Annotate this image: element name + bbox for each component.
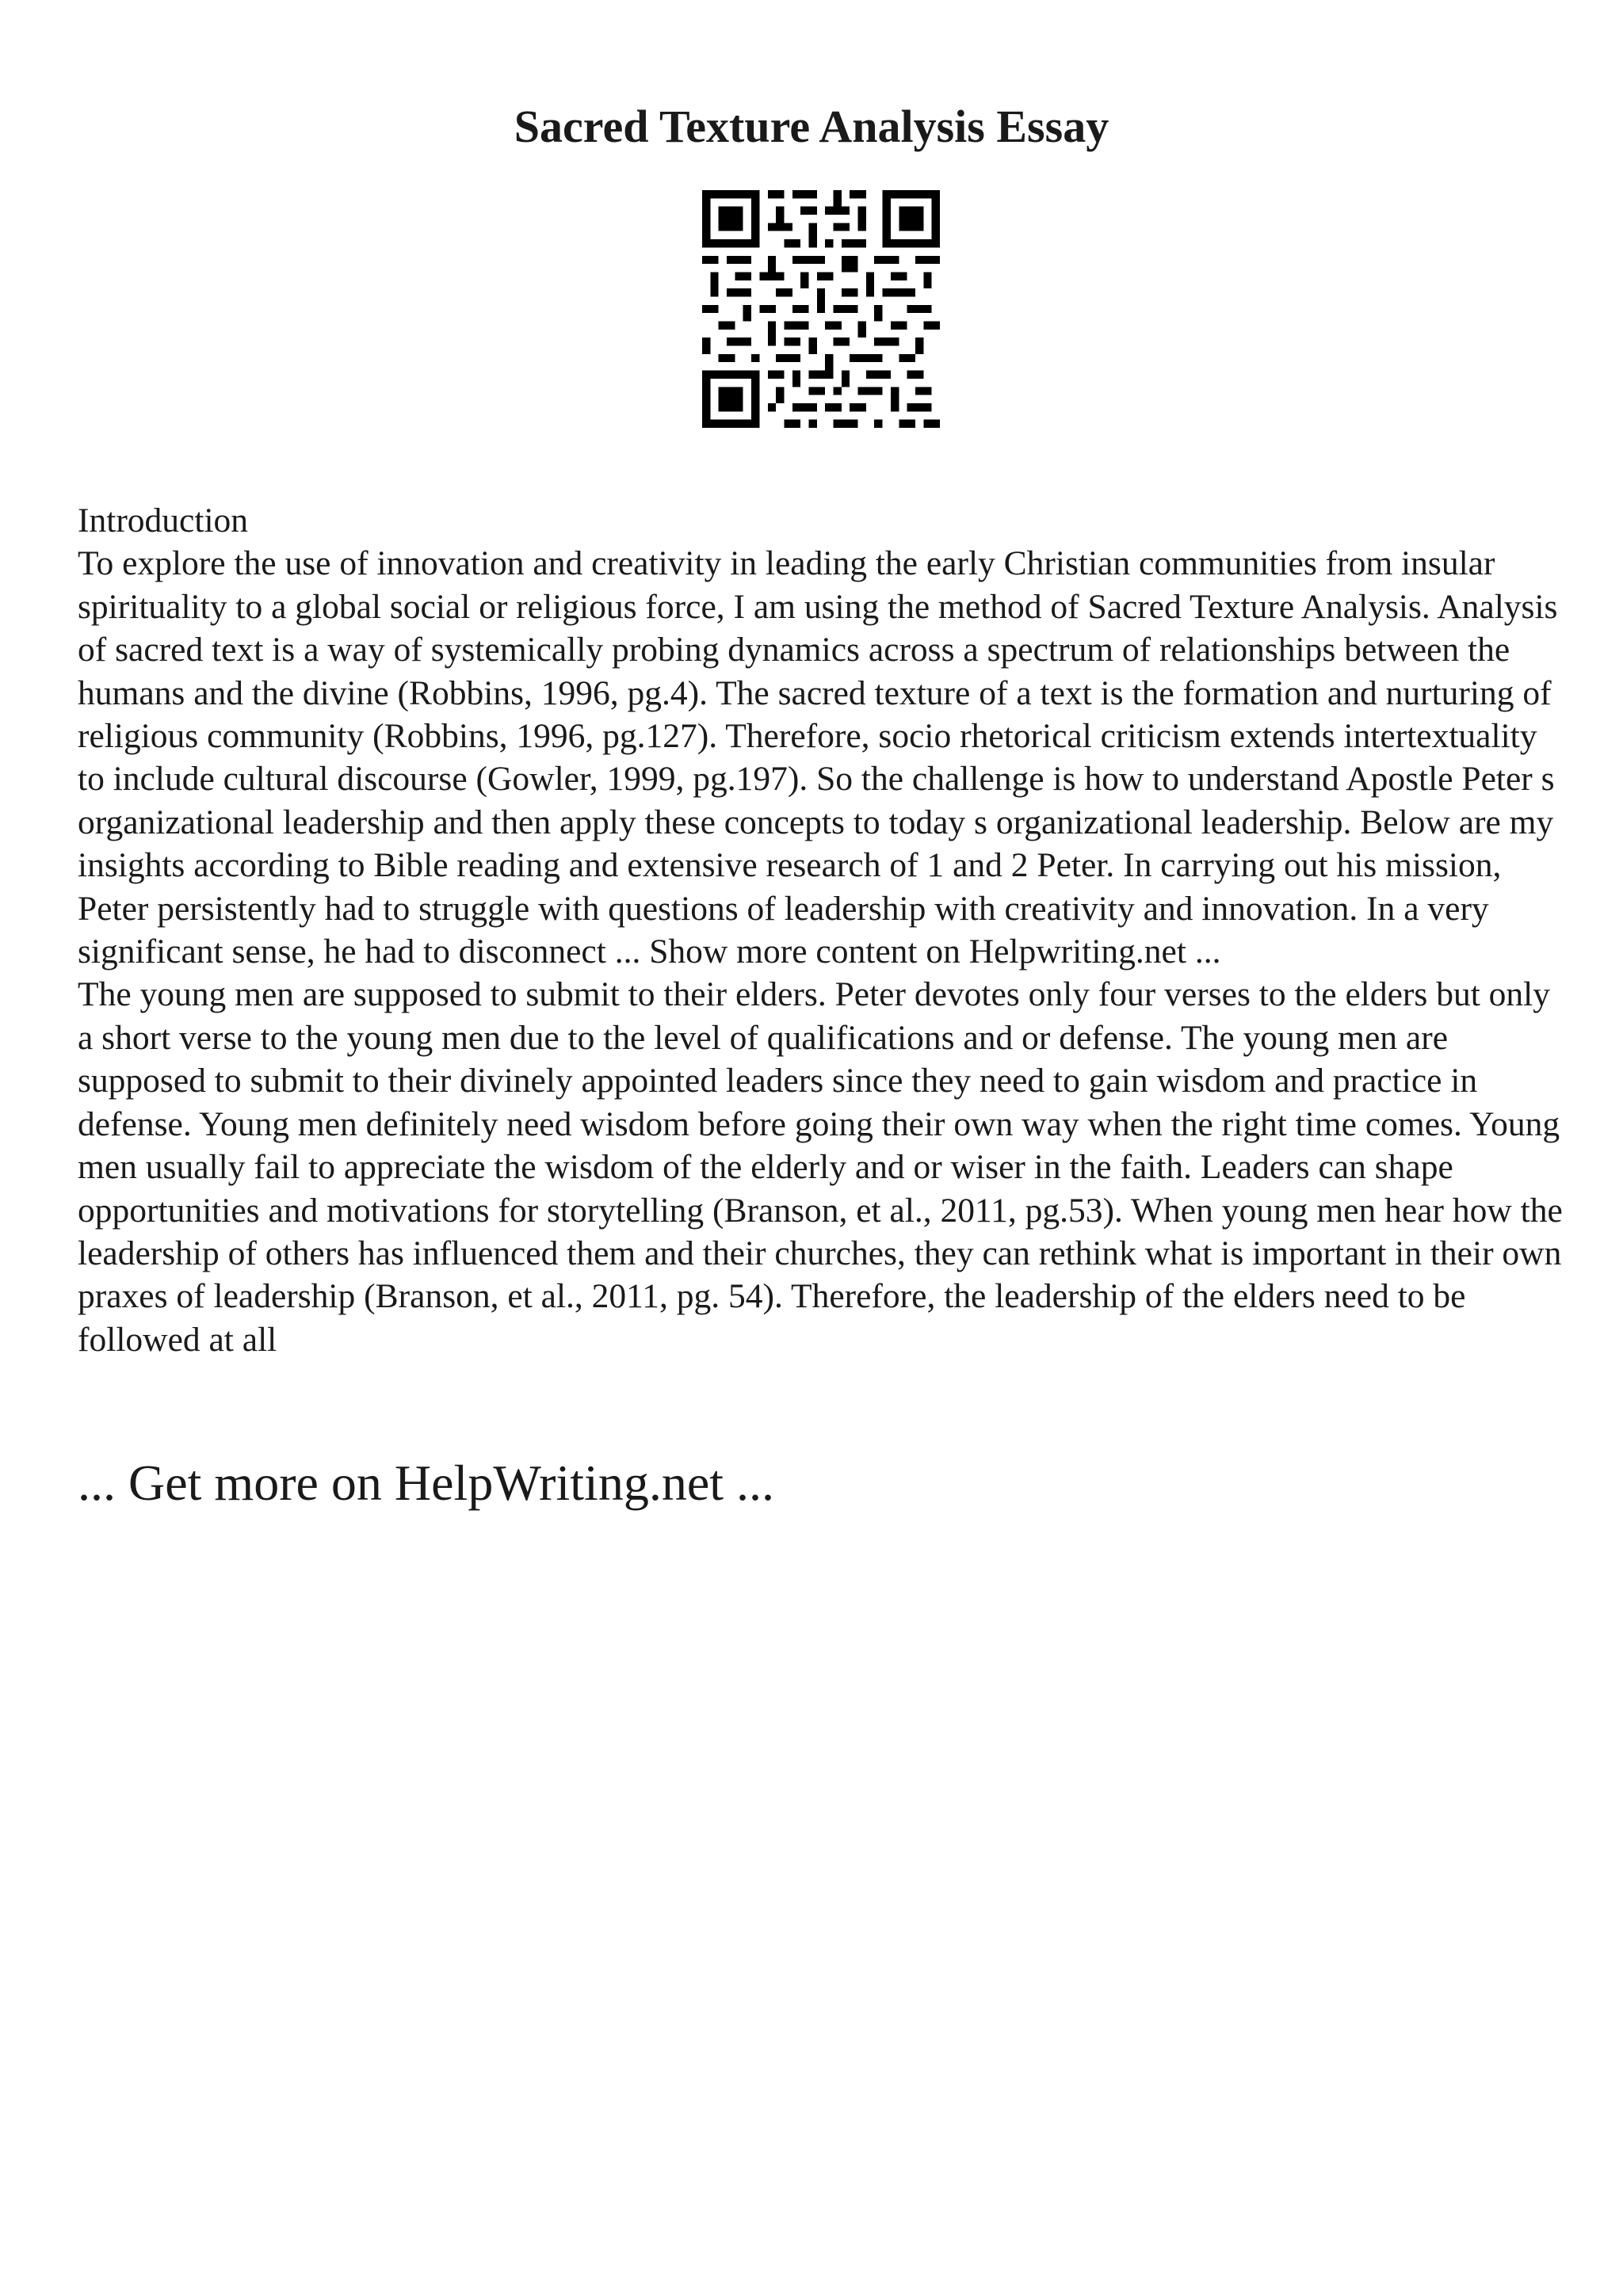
page-title: Sacred Texture Analysis Essay [514,101,1109,152]
paragraph-intro: To explore the use of innovation and creativity in leading the early Christian communities from insular spirituality to a global social or religious force, I am using the method of Sacred Texture Analysis. Analysis of sacred text is a way of systemically probing dynamics across a spectrum of relationships between the humans and the divine (Robbins, 1996, pg.4). The sacred texture of a text is the formation and nurturing of religious community (Robbins, 1996, pg.127). Therefore, socio rhetorical criticism extends intertextuality to include cultural discourse (Gowler, 1999, pg.197). So the challenge is how to understand Apostle Peter s organizational leadership and then apply these concepts to today s organizational leadership. Below are my insights according to Bible reading and extensive research of 1 and 2 Peter. In carrying out his mission, Peter persistently had to struggle with questions of leadership with creativity and innovation. In a very significant sense, he had to disconnect ... Show more content on Helpwriting.net ... [78,544,1558,971]
section-heading: Introduction [78,502,249,540]
essay-body [78,499,1568,1361]
qr-code-icon [702,190,940,428]
get-more-link[interactable]: ... Get more on HelpWriting.net ... [78,1455,774,1511]
paragraph-young-men: The young men are supposed to submit to their elders. Peter devotes only four verses to the elders but only a short verse to the young men due to the level of qualifications and or defense. The young men are supposed to submit to their divinely appointed leaders since they need to gain wisdom and practice in defense. Young men definitely need wisdom before going their own way when the right time comes. Young men usually fail to appreciate the wisdom of the elderly and or wiser in the faith. Leaders can shape opportunities and motivations for storytelling (Branson, et al., 2011, pg.53). When young men hear how the leadership of others has influenced them and their churches, they can rethink what is important in their own praxes of leadership (Branson, et al., 2011, pg. 54). Therefore, the leadership of the elders need to be followed at all [78,975,1563,1359]
